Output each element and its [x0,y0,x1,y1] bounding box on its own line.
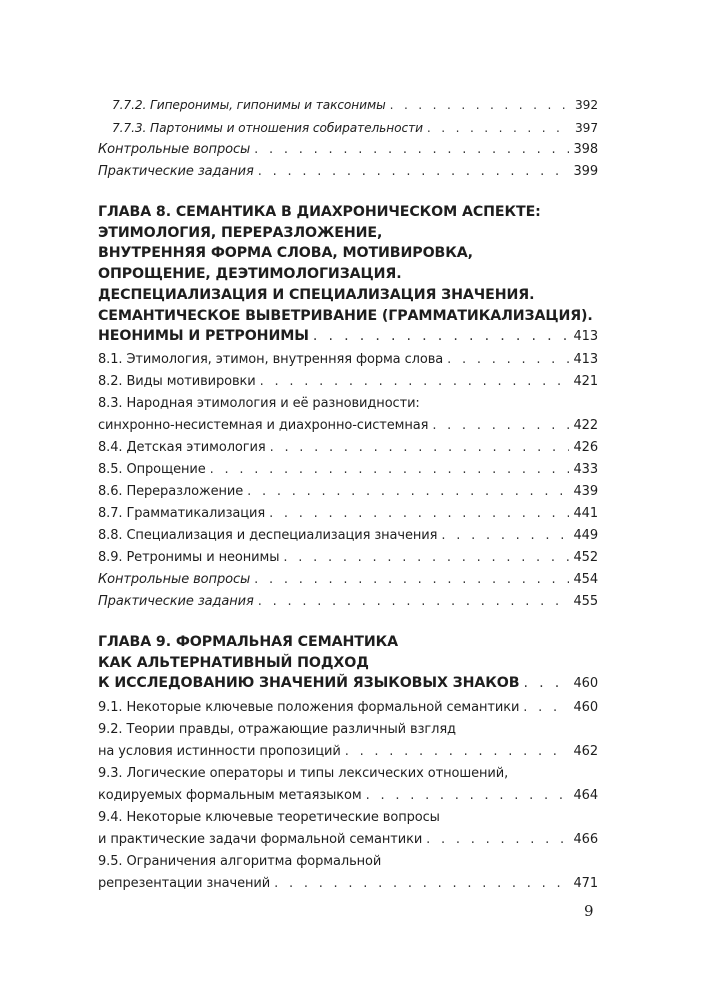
toc-entry-title: репрезентации значений [98,876,271,891]
toc-entry-page: 471 [573,876,598,891]
chapter-heading-line: НЕОНИМЫ И РЕТРОНИМЫ [98,328,309,345]
toc-entry-7-7-2 [112,95,598,115]
leader-dots [447,350,569,370]
toc-entry-title: 8.1. Этимология, этимон, внутренняя форма слова [98,352,444,367]
toc-entry-page: 462 [573,744,598,759]
toc-entry-practical-tasks-7 [98,162,598,182]
toc-entry-page: 439 [573,484,598,499]
toc-entry-9-4 [98,808,598,850]
toc-entry-page: 449 [573,528,598,543]
toc-entry-8-9 [98,548,598,568]
toc-entry-8-6 [98,482,598,502]
toc-entry-8-3 [98,394,598,436]
leader-dots [258,162,570,182]
leader-dots [274,874,569,894]
leader-dots [283,548,569,568]
toc-entry-title: 8.4. Детская этимология [98,440,266,455]
toc-entry-page: 433 [573,462,598,477]
chapter-9-heading [98,632,598,694]
chapter-heading-line: ДЕСПЕЦИАЛИЗАЦИЯ И СПЕЦИАЛИЗАЦИЯ ЗНАЧЕНИЯ. [98,286,535,303]
toc-entry-title: Контрольные вопросы [98,142,251,157]
toc-entry-control-questions-8 [98,570,598,590]
leader-dots [258,592,570,612]
leader-dots [366,786,570,806]
toc-entry-practical-tasks-8 [98,592,598,612]
toc-entry-9-2 [98,720,598,762]
chapter-heading-line: ГЛАВА 8. СЕМАНТИКА В ДИАХРОНИЧЕСКОМ АСПЕКТЕ: [98,204,541,220]
toc-entry-page: 397 [575,121,598,135]
toc-entry-page: 426 [573,440,598,455]
toc-entry-title: 7.7.3. Партонимы и отношения собирательности [112,121,423,135]
toc-entry-8-7 [98,504,598,524]
toc-entry-page: 441 [573,506,598,521]
toc-entry-page: 399 [573,164,598,179]
toc-entry-page: 398 [573,142,598,157]
leader-dots [247,482,569,502]
toc-entry-title: 8.7. Грамматикализация [98,506,266,521]
toc-entry-page: 460 [573,700,598,715]
toc-entry-7-7-3 [112,118,598,138]
toc-entry-page: 421 [573,374,598,389]
toc-entry-page: 413 [573,352,598,367]
toc-entry-title: 8.2. Виды мотивировки [98,374,256,389]
chapter-heading-line: ЭТИМОЛОГИЯ, ПЕРЕРАЗЛОЖЕНИЕ, [98,224,383,241]
leader-dots [523,673,569,694]
toc-entry-8-2 [98,372,598,392]
chapter-page: 413 [573,329,598,345]
chapter-8-heading [98,202,598,347]
leader-dots [441,526,569,546]
leader-dots [254,140,569,160]
toc-entry-9-1 [98,698,598,718]
leader-dots [427,118,571,138]
toc-entry-title: Практические задания [98,594,254,609]
chapter-page: 460 [573,676,598,692]
leader-dots [432,416,569,436]
leader-dots [210,460,570,480]
toc-entry-8-1 [98,350,598,370]
leader-dots [345,742,570,762]
leader-dots [269,504,569,524]
toc-entry-8-8 [98,526,598,546]
toc-entry-title-first: 9.3. Логические операторы и типы лексических отношений, [98,766,509,781]
toc-entry-title: 8.8. Специализация и деспециализация значения [98,528,438,543]
toc-entry-9-3 [98,764,598,806]
toc-entry-title: 8.6. Переразложение [98,484,244,499]
toc-entry-control-questions-7 [98,140,598,160]
toc-entry-page: 466 [573,832,598,847]
toc-entry-8-5 [98,460,598,480]
chapter-heading-line: СЕМАНТИЧЕСКОЕ ВЫВЕТРИВАНИЕ (ГРАММАТИКАЛИЗАЦИЯ). [98,307,593,324]
toc-entry-page: 455 [573,594,598,609]
toc-entry-page: 422 [573,418,598,433]
toc-entry-title: Контрольные вопросы [98,572,251,587]
toc-entry-title: 9.1. Некоторые ключевые положения формальной семантики [98,700,520,715]
leader-dots [426,830,569,850]
toc-entry-page: 452 [573,550,598,565]
toc-entry-page: 392 [575,98,598,112]
leader-dots [270,438,570,458]
toc-entry-page: 454 [573,572,598,587]
leader-dots [260,372,570,392]
toc-entry-title-first: 9.2. Теории правды, отражающие различный взгляд [98,722,456,737]
leader-dots [523,698,569,718]
toc-entry-title: синхронно-несистемная и диахронно-системная [98,418,429,433]
leader-dots [390,95,571,115]
leader-dots [254,570,569,590]
toc-entry-title-first: 9.4. Некоторые ключевые теоретические вопросы [98,810,440,825]
toc-entry-title: 8.5. Опрощение [98,462,206,477]
toc-entry-title: 8.9. Ретронимы и неонимы [98,550,280,565]
toc-entry-title: и практические задачи формальной семантики [98,832,423,847]
toc-entry-title: на условия истинности пропозиций [98,744,341,759]
toc-entry-9-5 [98,852,598,894]
chapter-heading-line: ВНУТРЕННЯЯ ФОРМА СЛОВА, МОТИВИРОВКА, [98,245,473,262]
toc-entry-title-first: 9.5. Ограничения алгоритма формальной [98,854,382,869]
toc-entry-title: кодируемых формальным метаязыком [98,788,362,803]
toc-entry-page: 464 [573,788,598,803]
chapter-heading-line: КАК АЛЬТЕРНАТИВНЫЙ ПОДХОД [98,654,369,671]
toc-entry-title: 7.7.2. Гиперонимы, гипонимы и таксонимы [112,98,386,112]
toc-entry-title-first: 8.3. Народная этимология и её разновидности: [98,396,420,411]
page-number: 9 [584,902,594,920]
leader-dots [313,326,570,347]
toc-entry-title: Практические задания [98,164,254,179]
chapter-heading-line: ГЛАВА 9. ФОРМАЛЬНАЯ СЕМАНТИКА [98,634,398,650]
toc-entry-8-4 [98,438,598,458]
chapter-heading-line: К ИССЛЕДОВАНИЮ ЗНАЧЕНИЙ ЯЗЫКОВЫХ ЗНАКОВ [98,675,520,692]
chapter-heading-line: ОПРОЩЕНИЕ, ДЕЭТИМОЛОГИЗАЦИЯ. [98,266,402,283]
